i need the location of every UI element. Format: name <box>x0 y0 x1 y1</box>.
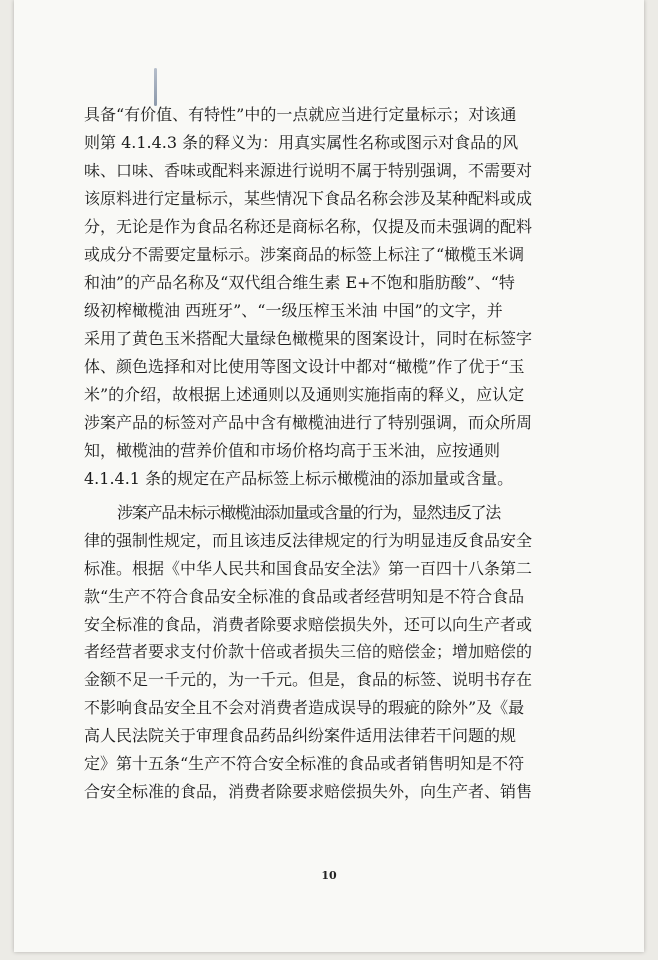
text-line: 该原料进行定量标示，某些情况下食品名称会涉及某种配料或成 <box>84 189 533 208</box>
text-line: 律的强制性规定，而且该违反法律规定的行为明显违反食品安全 <box>84 530 533 550</box>
text-line: 体、颜色选择和对比使用等图文设计中都对“橄榄”作了优于“玉 <box>84 357 525 376</box>
text-line: 知，橄榄油的营养价值和市场价格均高于玉米油，应按通则 <box>84 441 501 460</box>
text-line: 金额不足一千元的，为一千元。但是，食品的标签、说明书存在 <box>84 670 533 690</box>
text-line: 定》第十五条“生产不符合安全标准的食品或者销售明知是不符 <box>84 754 525 774</box>
text-line: 或成分不需要定量标示。涉案商品的标签上标注了“橄榄玉米调 <box>84 245 525 264</box>
text-line: 米”的介绍，故根据上述通则以及通则实施指南的释义，应认定 <box>84 385 525 404</box>
text-line: 味、口味、香味或配料来源进行说明不属于特别强调，不需要对 <box>84 161 533 180</box>
text-line: 采用了黄色玉米搭配大量绿色橄榄果的图案设计，同时在标签字 <box>84 329 533 348</box>
paragraph-start-line: 涉案产品未标示橄榄油添加量或含量的行为，显然违反了法 <box>117 503 500 522</box>
text-line: 合安全标准的食品，消费者除要求赔偿损失外，向生产者、销售 <box>84 781 533 801</box>
text-line: 高人民法院关于审理食品药品纠纷案件适用法律若干问题的规 <box>84 726 517 746</box>
text-line: 和油”的产品名称及“双代组合维生素 E+不饱和脂肪酸”、“特 <box>84 273 515 292</box>
document-page <box>14 0 644 952</box>
text-line: 标准。根据《中华人民共和国食品安全法》第一百四十八条第二 <box>84 558 533 578</box>
text-line: 分，无论是作为食品名称还是商标名称，仅提及而未强调的配料 <box>84 217 533 236</box>
text-line: 者经营者要求支付价款十倍或者损失三倍的赔偿金；增加赔偿的 <box>84 642 533 662</box>
body-text <box>84 101 600 806</box>
text-line: 则第 4.1.4.3 条的释义为：用真实属性名称或图示对食品的风 <box>84 133 519 152</box>
text-line: 级初榨橄榄油 西班牙”、“一级压榨玉米油 中国”的文字，并 <box>84 301 503 320</box>
text-line: 具备“有价值、有特性”中的一点就应当进行定量标示；对该通 <box>84 105 517 124</box>
text-line: 不影响食品安全且不会对消费者造成误导的瑕疵的除外”及《最 <box>84 698 525 718</box>
text-line: 涉案产品的标签对产品中含有橄榄油进行了特别强调，而众所周 <box>84 413 533 432</box>
text-line: 安全标准的食品，消费者除要求赔偿损失外，还可以向生产者或 <box>84 614 533 634</box>
page-number: 10 <box>321 869 337 882</box>
text-line: 4.1.4.1 条的规定在产品标签上标示橄榄油的添加量或含量。 <box>84 469 514 488</box>
text-line: 款“生产不符合食品安全标准的食品或者经营明知是不符合食品 <box>84 586 525 606</box>
